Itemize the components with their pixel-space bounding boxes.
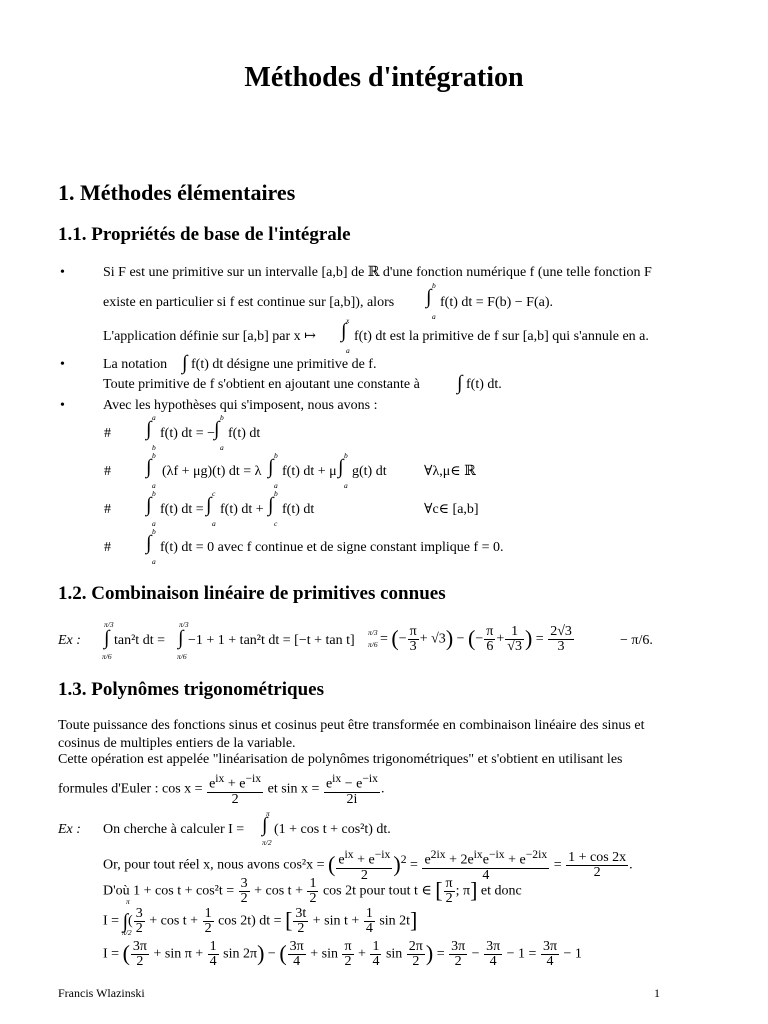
limit-lower: a: [212, 519, 216, 528]
bullet-3-line-1: Avec les hypothèses qui s'imposent, nous avons :: [103, 398, 378, 413]
integral-sign: ∫: [426, 286, 432, 308]
integral-sign: ∫: [206, 494, 212, 516]
limit-lower: π/2: [262, 838, 272, 847]
footer-page-number: 1: [654, 986, 660, 1000]
limit-lower: π/6: [177, 652, 187, 661]
bullet-icon: •: [60, 357, 65, 372]
property-3-part-a: f(t) dt =: [160, 502, 204, 517]
bullet-2-line-2-formula: f(t) dt.: [466, 377, 502, 392]
equals: =: [380, 631, 388, 647]
limit-lower: b: [152, 443, 156, 452]
section-heading-1: 1. Méthodes élémentaires: [58, 180, 296, 205]
property-2-condition: ∀λ,μ∈ ℝ: [424, 464, 476, 479]
integral-sign: ∫: [457, 372, 463, 394]
limit-upper: a: [152, 413, 156, 422]
i-label: I =: [103, 913, 120, 929]
bullet-2-line-1-formula: f(t) dt désigne une primitive de f.: [191, 357, 377, 372]
limit-upper: π: [126, 897, 130, 906]
limit-upper: b: [220, 413, 224, 422]
bullet-1-line-2: [103, 295, 394, 311]
identity-mid: + cos t +: [254, 883, 303, 899]
bullet-1-line-3: L'application définie sur [a,b] par x ↦: [103, 329, 316, 344]
property-3-part-c: f(t) dt: [282, 502, 315, 517]
limit-lower: π/6: [102, 652, 112, 661]
integral-sign: ∫: [268, 494, 274, 516]
limit-upper: b: [152, 527, 156, 536]
limit-upper: c: [212, 489, 216, 498]
integral-sign: ∫: [104, 627, 110, 649]
limit-upper: b: [152, 451, 156, 460]
example-1-3-line-5: I = ( $\frac{3\pi}{2}$ + sin π + $\frac{1}{4}$ sin 2π) − ( $\frac{3\pi}{4}$ + sin $\frac{\pi}{2}$ + $\frac{1}{4}$ sin $\frac{2\pi}{2}$ ) = $\frac{3\pi}{2}$ − $\frac{3\pi}{4}$ − 1 = $\frac{3\pi}{4}$ − 1: [103, 939, 582, 969]
example-1-2-part-a: tan²t dt =: [114, 633, 165, 648]
hash-marker: #: [104, 540, 111, 555]
bullet-icon: •: [60, 398, 65, 413]
limit-lower: c: [274, 519, 278, 528]
identity-text: D'où 1 + cos t + cos²t =: [103, 883, 235, 899]
paragraph-line-2: cosinus de multiples entiers de la variable.: [58, 736, 296, 751]
subsection-heading-1-1: 1.1. Propriétés de base de l'intégrale: [58, 224, 351, 245]
footer-author: Francis Wlazinski: [58, 986, 145, 1000]
property-3-condition: ∀c∈ [a,b]: [424, 502, 479, 517]
bullet-1-formula: f(t) dt = F(b) − F(a).: [440, 295, 553, 310]
property-4: f(t) dt = 0 avec f continue et de signe constant implique f = 0.: [160, 540, 504, 555]
bullet-1-line-3-formula: f(t) dt est la primitive de f sur [a,b] qui s'annule en a.: [354, 329, 649, 344]
integral-sign: ∫: [338, 456, 344, 478]
bullet-2-line-1: La notation: [103, 357, 168, 372]
document-title: Méthodes d'intégration: [244, 62, 524, 93]
hash-marker: #: [104, 426, 111, 441]
example-1-3-line-4: I = ∫( $\frac{3}{2}$ + cos t + $\frac{1}{2}$ cos 2t) dt = [ $\frac{3t}{2}$ + sin t + $\frac{1}{4}$ sin 2t]: [103, 906, 418, 936]
paragraph-line-3: Cette opération est appelée "linéarisation de polynômes trigonométriques" et s'obtient en utilisant les: [58, 752, 623, 767]
integral-sign: ∫: [146, 456, 152, 478]
limit-lower: a: [344, 481, 348, 490]
integral-sign: ∫: [146, 494, 152, 516]
example-1-2-evaluation: = (− $\frac{\pi}{3}$ + √3) − (− $\frac{\pi}{6}$ + $\frac{1}{√3}$ ) = $\frac{2√3}{3}$: [380, 624, 572, 654]
example-1-3-line-2: Or, pour tout réel x, nous avons cos²x = ( $\frac{e^{ix} + e^{-ix}}{2}$ )$^2$ = $\frac{e^{2ix} + 2e^{ix}e^{-ix} + e^{-2ix}}{4}$ = $\frac{1 + \cos 2x}{2}$ .: [103, 848, 633, 883]
integral-sign: ∫: [214, 418, 220, 440]
limit-upper: b: [344, 451, 348, 460]
property-2-part-b: f(t) dt + μ: [282, 464, 337, 479]
bullet-1-line-1: Si F est une primitive sur un intervalle [a,b] de ℝ d'une fonction numérique f (une telle fonction F: [103, 265, 652, 280]
example-label: Ex :: [58, 633, 81, 648]
identity-end: cos 2t pour tout t ∈: [322, 883, 432, 899]
limit-upper: π: [266, 809, 270, 818]
hash-marker: #: [104, 464, 111, 479]
limit-lower: a: [346, 346, 350, 355]
integral-sign: ∫: [146, 418, 152, 440]
euler-mid: et sin x =: [267, 781, 320, 797]
bullet-icon: •: [60, 265, 65, 280]
limit-lower: π/2: [122, 928, 132, 937]
paragraph-line-4: formules d'Euler : cos x = $\frac{e^{ix} + e^{-ix}}{2}$ et sin x = $\frac{e^{ix} - e^{-ix}}{2i}$ .: [58, 772, 385, 807]
limit-upper: π/3: [104, 620, 114, 629]
limit-upper: b: [152, 489, 156, 498]
euler-text: formules d'Euler : cos x =: [58, 781, 203, 797]
property-1-left: f(t) dt = −: [160, 426, 216, 441]
cos2-text: Or, pour tout réel x, nous avons cos²x =: [103, 857, 325, 873]
text: existe en particulier si f est continue sur [a,b]), alors: [103, 295, 395, 310]
bracket-upper: π/3: [368, 628, 378, 637]
bracket-lower: π/6: [368, 640, 378, 649]
limit-lower: a: [152, 519, 156, 528]
integral-sign: ∫: [178, 627, 184, 649]
limit-lower: a: [432, 312, 436, 321]
limit-lower: a: [152, 481, 156, 490]
limit-lower: a: [152, 557, 156, 566]
hash-marker: #: [104, 502, 111, 517]
example-1-3-line-3: D'où 1 + cos t + cos²t = $\frac{3}{2}$ + cos t + $\frac{1}{2}$ cos 2t pour tout t ∈ [ $\frac{\pi}{2}$ ; π] et donc: [103, 876, 522, 906]
example-1-2-part-b: −1 + 1 + tan²t dt = [−t + tan t]: [188, 633, 355, 648]
limit-upper: b: [274, 489, 278, 498]
property-2-part-a: (λf + μg)(t) dt = λ: [162, 464, 262, 479]
limit-lower: a: [220, 443, 224, 452]
integral-sign: ∫: [262, 814, 268, 836]
paragraph-line-1: Toute puissance des fonctions sinus et cosinus peut être transformée en combinaison linéaire des sinus et: [58, 718, 645, 733]
property-1-right: f(t) dt: [228, 426, 261, 441]
subsection-heading-1-3: 1.3. Polynômes trigonométriques: [58, 679, 324, 700]
i-label: I =: [103, 946, 120, 962]
example-1-3-line-1: On cherche à calculer I =: [103, 822, 245, 837]
example-1-3-line-1-formula: (1 + cos t + cos²t) dt.: [274, 822, 391, 837]
subsection-heading-1-2: 1.2. Combinaison linéaire de primitives connues: [58, 583, 446, 604]
bullet-2-line-2: Toute primitive de f s'obtient en ajoutant une constante à: [103, 377, 420, 392]
example-1-2-result: − π/6.: [620, 633, 653, 648]
integral-sign: ∫: [182, 352, 188, 374]
property-3-part-b: f(t) dt +: [220, 502, 264, 517]
integral-sign: ∫: [268, 456, 274, 478]
property-2-part-c: g(t) dt: [352, 464, 387, 479]
identity-tail: et donc: [480, 883, 522, 899]
limit-upper: b: [432, 281, 436, 290]
example-label: Ex :: [58, 822, 81, 837]
limit-upper: π/3: [179, 620, 189, 629]
limit-upper: x: [346, 316, 350, 325]
limit-lower: a: [274, 481, 278, 490]
integral-sign: ∫: [341, 320, 347, 342]
integral-sign: ∫: [146, 532, 152, 554]
limit-upper: b: [274, 451, 278, 460]
